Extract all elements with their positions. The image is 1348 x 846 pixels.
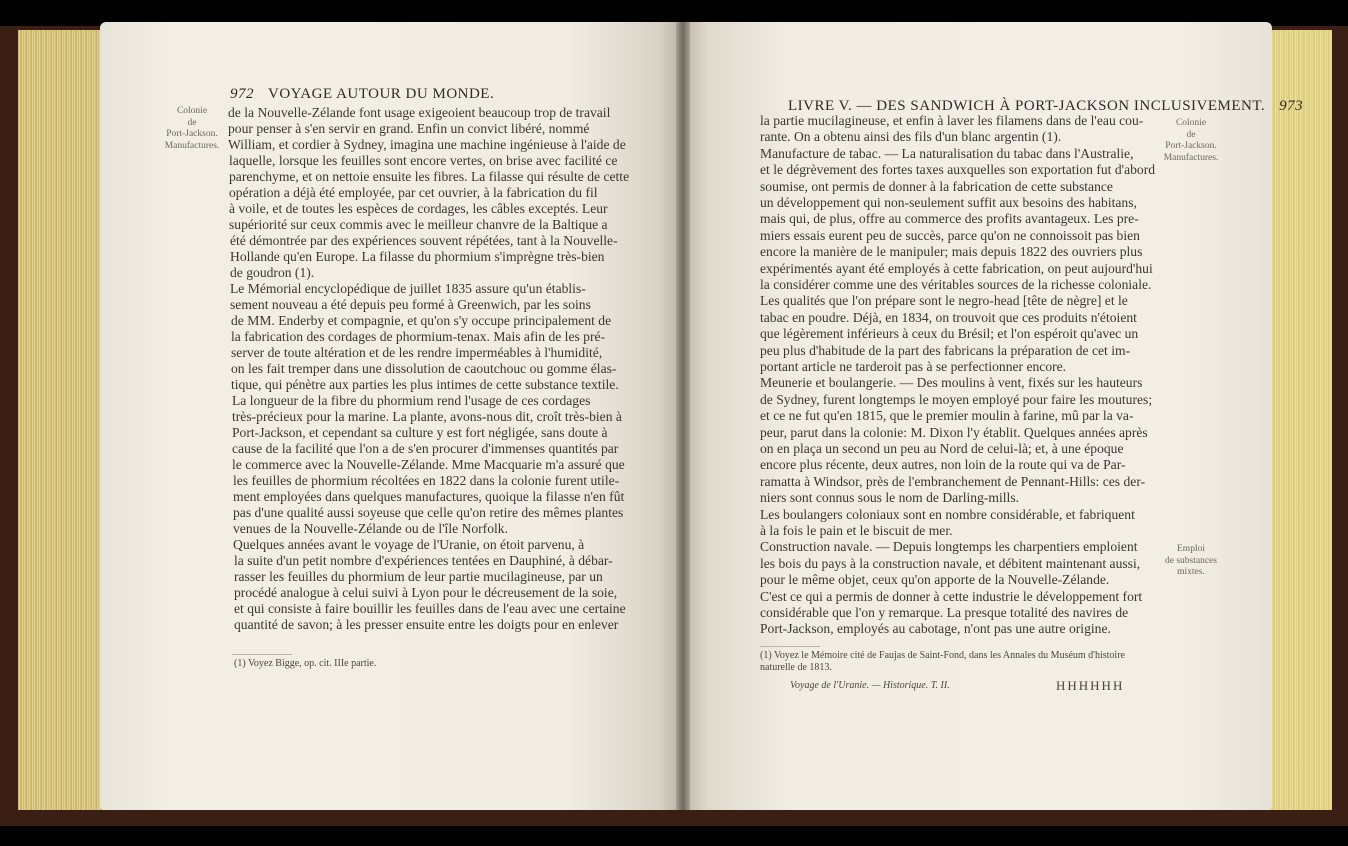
text-line: expérimentés ayant été employés à cette fabrication, on peut aujourd'hui [760, 260, 1153, 276]
margin-note-line: de [1186, 129, 1196, 140]
right-head-title: LIVRE V. — DES SANDWICH À PORT-JACKSON INCLUSIVEMENT. [788, 98, 1266, 114]
margin-note-line: Emploi [1177, 544, 1205, 554]
text-line: soumise, ont permis de donner à la fabrication de cette substance [760, 178, 1113, 194]
margin-note-line: Port-Jackson. [166, 129, 218, 139]
text-line: et le dégrèvement des fortes taxes auxquelles son exportation fut d'abord [760, 162, 1156, 178]
text-line: très-précieux pour la marine. La plante, avons-nous dit, croît très-bien à [232, 409, 622, 424]
right-margin-note-bottom [1156, 544, 1226, 579]
text-line: on en plaça un second un peu au Nord de celui-là; et, à une époque [760, 441, 1124, 456]
page-edges-right [1262, 30, 1332, 810]
text-line: pas d'une qualité aussi soyeuse que celle qu'on retire des mêmes plantes [233, 505, 624, 520]
text-line: portant article ne tarderoit pas à se perfectionner encore. [760, 359, 1067, 374]
text-line: la suite d'un petit nombre d'expériences tentées en Dauphiné, à débar- [234, 553, 613, 568]
text-line: on les fait tremper dans une dissolution de caoutchouc ou gomme élas- [231, 361, 617, 376]
right-page-number: 973 [1279, 98, 1304, 114]
left-page-number: 972 [230, 86, 254, 102]
text-line: la fabrication des cordages de phormium-tenax. Mais afin de les pré- [231, 329, 606, 344]
right-margin-note-top [1156, 118, 1226, 164]
margin-note-line: Manufactures. [164, 140, 220, 151]
text-line: de MM. Enderby et compagnie, et qu'on s'y occupe principalement de [231, 313, 612, 328]
text-line: laquelle, lorsque les feuilles sont encore vertes, on brise avec facilité ce [229, 153, 618, 168]
left-margin-note [156, 106, 228, 152]
text-line: un développement qui non-seulement suffit aux besoins des habitans, [760, 195, 1137, 210]
text-line: et ce ne fut qu'en 1815, que le premier moulin à farine, mû par la va- [760, 408, 1134, 424]
text-line: le commerce avec la Nouvelle-Zélande. Mme Macquarie m'a assuré que [232, 457, 625, 472]
text-line: Manufacture de tabac. — La naturalisation du tabac dans l'Australie, [760, 145, 1134, 161]
text-line: de Sydney, furent longtemps le moyen employé pour faire les moutures; [760, 391, 1153, 407]
text-line: encore plus récente, deux autres, non loin de la route qui va de Par- [760, 457, 1126, 473]
text-line: Quelques années avant le voyage de l'Uranie, on étoit parvenu, à [233, 537, 585, 552]
right-bottom-note: Voyage de l'Uranie. — Historique. T. II. [790, 680, 950, 691]
text-line: peu plus d'habitude de la part des fabricans la préparation de cet im- [760, 342, 1131, 358]
text-line: C'est ce qui a permis de donner à cette industrie le développement fort [760, 588, 1143, 604]
text-line: Construction navale. — Depuis longtemps les charpentiers emploient [760, 539, 1138, 555]
text-line: la partie mucilagineuse, et enfin à laver les filamens dans de l'eau cou- [760, 113, 1144, 128]
text-line: et qui consiste à faire bouillir les feuilles dans de l'eau avec une certaine [234, 601, 626, 616]
text-line: niers sont connus sous le nom de Darling-mills. [760, 490, 1020, 506]
left-head-title: VOYAGE AUTOUR DU MONDE. [268, 86, 495, 102]
margin-note-line: mixtes. [1177, 567, 1205, 577]
text-line: les feuilles de phormium récoltées en 1822 dans la colonie furent utile- [233, 473, 620, 488]
text-line: parenchyme, et on nettoie ensuite les fibres. La filasse qui résulte de cette [229, 169, 630, 184]
text-line: server de toute altération et de les rendre imperméables à l'humidité, [231, 345, 603, 360]
text-line: Les boulangers coloniaux sont en nombre considérable, et fabriquent [760, 506, 1135, 522]
text-line: encore la manière de le manipuler; mais depuis 1822 des ouvriers plus [760, 244, 1143, 260]
printer-signature: HHHHHH [1056, 678, 1125, 693]
margin-note-line: de [187, 117, 197, 128]
text-line: La longueur de la fibre du phormium rend l'usage de ces cordages [232, 393, 591, 408]
text-line: quantité de savon; à les presser ensuite entre les doigts pour en enlever [234, 617, 619, 632]
text-line: à voile, et de toutes les espèces de cordages, les câbles exceptés. Leur [229, 201, 608, 216]
book-gutter [676, 22, 690, 810]
left-footnote: (1) Voyez Bigge, op. cit. IIIe partie. [234, 658, 377, 669]
text-line: ramatta à Windsor, près de l'embranchement de Pennant-Hills: ces der- [760, 473, 1146, 489]
text-line: que légèrement inférieurs à ceux du Brésil; et l'on espéroit qu'avec un [760, 326, 1139, 342]
text-line: Le Mémorial encyclopédique de juillet 1835 assure qu'un établis- [230, 281, 586, 296]
text-line: William, et cordier à Sydney, imagina une machine ingénieuse à l'aide de [228, 137, 626, 152]
page-edges-left [18, 30, 108, 810]
text-line: Hollande qu'en Europe. La filasse du phormium s'imprègne très-bien [230, 249, 605, 264]
text-line: été démontrée par des expériences souvent répétées, tant à la Nouvelle- [230, 233, 618, 248]
text-line: considérable que l'on y remarque. La presque totalité des navires de [760, 605, 1129, 620]
text-line: rasser les feuilles du phormium de leur partie mucilagineuse, par un [234, 569, 603, 584]
text-line: supériorité sur ceux commis avec le meilleur chanvre de la Baltique a [229, 217, 608, 232]
text-line: Les qualités que l'on prépare sont le negro-head [tête de nègre] et le [760, 293, 1128, 309]
text-line: Port-Jackson, et cependant sa culture y est fort négligée, sans doute à [232, 425, 608, 440]
text-line: ment employées dans quelques manufactures, quoique la filasse n'en fût [233, 489, 625, 504]
right-footnote-rule [760, 646, 820, 647]
right-footnote: (1) Voyez le Mémoire cité de Faujas de Saint-Fond, dans les Annales du Muséum d'histoire naturelle de 1813. [760, 650, 1125, 673]
text-line: tique, qui pénètre aux parties les plus intimes de cette substance textile. [231, 377, 619, 392]
margin-note-line: Colonie [176, 106, 208, 116]
margin-note-line: Port-Jackson. [1165, 141, 1217, 151]
text-line: venues de la Nouvelle-Zélande ou de l'île Norfolk. [233, 521, 508, 536]
text-line: mais qui, de plus, offre au commerce des profits avantageux. Les pre- [760, 211, 1139, 227]
text-line: peur, parut dans la colonie: M. Dixon l'y établit. Quelques années après [760, 424, 1148, 440]
text-line: miers essais eurent peu de succès, parce qu'on ne connoissoit pas bien [760, 227, 1140, 243]
text-line: pour le même objet, ceux qu'on apporte de la Nouvelle-Zélande. [760, 572, 1110, 588]
margin-note-line: Manufactures. [1163, 152, 1219, 163]
text-line: rante. On a obtenu ainsi des fils d'un blanc argentin (1). [760, 129, 1062, 145]
text-line: de la Nouvelle-Zélande font usage exigeoient beaucoup trop de travail [228, 105, 611, 120]
text-line: cause de la facilité que l'on a de s'en procurer d'immenses quantités par [232, 441, 619, 456]
text-line: opération a déjà été employée, par cet ouvrier, à la fabrication du fil [229, 185, 598, 200]
margin-note-line: de substances [1165, 555, 1217, 566]
text-line: Meunerie et boulangerie. — Des moulins à vent, fixés sur les hauteurs [760, 375, 1143, 391]
margin-note-line: Colonie [1175, 118, 1207, 128]
text-line: procédé analogue à celui suivi à Lyon pour le décreusement de la soie, [234, 585, 618, 600]
text-line: pour penser à s'en servir en grand. Enfin un convict libéré, nommé [228, 121, 590, 136]
text-line: les bois du pays à la construction navale, et débitent maintenant aussi, [760, 555, 1141, 571]
text-line: la considérer comme une des véritables sources de la richesse coloniale. [760, 277, 1152, 292]
left-footnote-rule [232, 654, 292, 655]
text-line: sement nouveau a été depuis peu formé à Greenwich, par les soins [230, 297, 591, 312]
left-running-head [230, 86, 494, 103]
text-line: tabac en poudre. Déjà, en 1834, on trouvoit que ces produits n'étoient [760, 309, 1137, 325]
text-line: Port-Jackson, employés au cabotage, n'ont pas une autre origine. [760, 621, 1111, 637]
text-line: à la fois le pain et le biscuit de mer. [760, 523, 953, 538]
text-line: de goudron (1). [230, 265, 315, 280]
